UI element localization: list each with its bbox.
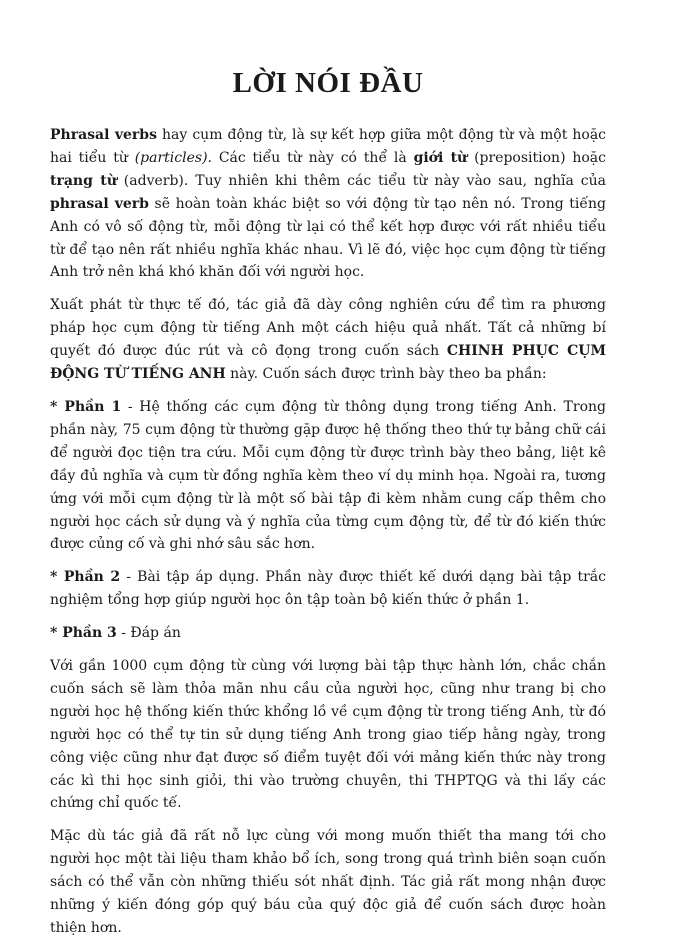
text-span: - Hệ thống các cụm động từ thông dụng trong tiếng Anh. Trong phần này, 75 cụm động từ thường gặp được hệ thống theo thứ tự bảng chữ cái để người đọc tiện tra cứu. Mỗi cụm động từ được trình bày theo bảng, liệt kê đầy đủ nghĩa và cụm từ đồng nghĩa kèm theo ví dụ minh họa. Ngoài ra, tương ứng với mỗi cụm động từ là một số bài tập đi kèm nhằm cung cấp thêm cho người học cách sử dụng và ý nghĩa của từng cụm động từ, để từ đó kiến thức được củng cố và ghi nhớ sâu sắc hơn. xyxy=(50,398,606,553)
part-1-label: * Phần 1 xyxy=(50,398,122,415)
part-2-label: * Phần 2 xyxy=(50,569,121,586)
text-span: Xuất phát từ thực tế đó, tác giả đã dày công nghiên cứu để tìm ra phương pháp học cụm động từ tiếng Anh một cách hiệu quả nhất. Tất cả những bí quyết đó được đúc rút và cô đọng trong cuốn sách xyxy=(50,297,606,360)
text-span: sẽ hoàn toàn khác biệt so với động từ tạo nên nó. Trong tiếng Anh có vô số động từ, mỗi động từ lại có thể kết hợp được với rất nhiều tiểu từ để tạo nên rất nhiều nghĩa khác nhau. Vì lẽ đó, việc học cụm động từ tiếng Anh trở nên khá khó khăn đối với người học. xyxy=(50,195,606,281)
paragraph-part-1 xyxy=(50,396,606,556)
page-title: LỜI NÓI ĐẦU xyxy=(232,67,424,99)
part-3-label: * Phần 3 xyxy=(50,625,117,642)
paragraph-intro xyxy=(50,124,606,284)
text-span: này. Cuốn sách được trình bày theo ba phần: xyxy=(225,366,547,383)
term-phrasal-verb: phrasal verb xyxy=(50,195,149,212)
text-span: - Bài tập áp dụng. Phần này được thiết kế dưới dạng bài tập trắc nghiệm tổng hợp giúp người học ôn tập toàn bộ kiến thức ở phần 1. xyxy=(50,569,606,609)
paragraph-origin xyxy=(50,294,606,386)
text-span: Với gần 1000 cụm động từ cùng với lượng bài tập thực hành lớn, chắc chắn cuốn sách sẽ làm thỏa mãn nhu cầu của người học, cũng như trang bị cho người học hệ thống kiến thức khổng lồ về cụm động từ trong tiếng Anh, từ đó người học có thể tự tin sử dụng tiếng Anh trong giao tiếp hằng ngày, trong công việc cũng như đạt được số điểm tuyệt đối với mảng kiến thức này trong các kì thi học sinh giỏi, thi vào trường chuyên, thi THPTQG và thi lấy các chứng chỉ quốc tế. xyxy=(50,658,606,812)
text-span: . Các tiểu từ này có thể là xyxy=(207,149,414,166)
term-phrasal-verbs: Phrasal verbs xyxy=(50,127,157,143)
document-page xyxy=(50,66,606,948)
text-span: - Đáp án xyxy=(116,625,181,642)
paragraph-benefits xyxy=(50,655,606,815)
text-span: (adverb). Tuy nhiên khi thêm các tiểu từ này vào sau, nghĩa của xyxy=(116,172,606,189)
paragraph-part-2 xyxy=(50,566,606,612)
paragraph-closing xyxy=(50,825,606,940)
text-span: (preposition) hoặc xyxy=(467,149,606,166)
text-span: Mặc dù tác giả đã rất nỗ lực cùng với mong muốn thiết tha mang tới cho người học một tài liệu tham khảo bổ ích, song trong quá trình biên soạn cuốn sách có thể vẫn còn những thiếu sót nhất định. Tác giả rất mong nhận được những ý kiến đóng góp quý báu của quý độc giả để cuốn sách được hoàn thiện hơn. xyxy=(50,828,606,936)
term-particles: (particles) xyxy=(134,149,208,166)
text-span: hay cụm động từ, là sự kết hợp giữa một động từ và một hoặc hai tiểu từ xyxy=(50,127,606,166)
term-preposition: giới từ xyxy=(413,149,468,166)
term-adverb: trạng từ xyxy=(50,172,117,189)
paragraph-part-3 xyxy=(50,622,606,645)
book-title: CHINH PHỤC CỤM ĐỘNG TỪ TIẾNG ANH xyxy=(50,343,606,383)
